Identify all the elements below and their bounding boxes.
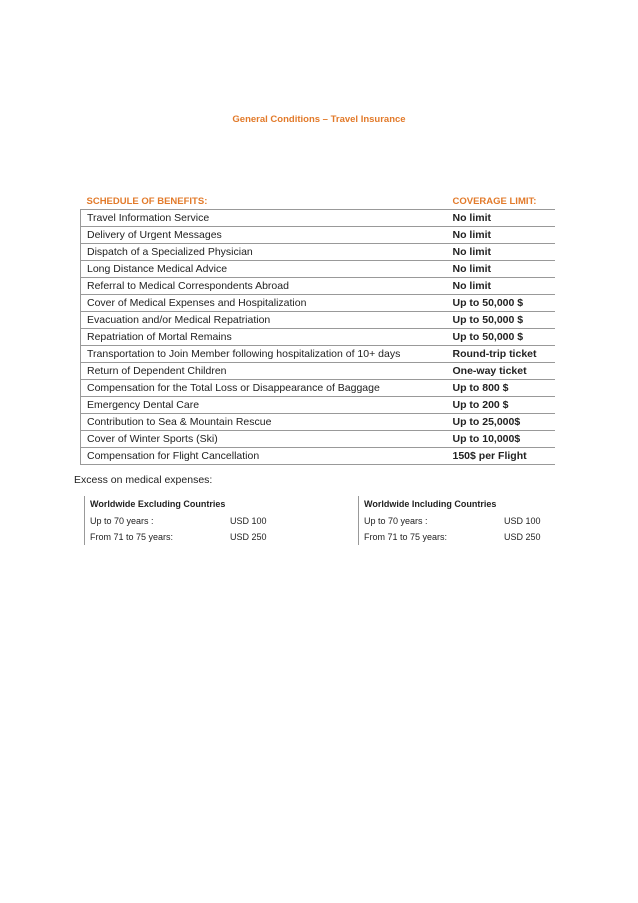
table-row — [81, 210, 556, 227]
limit-cell: Up to 25,000$ — [447, 414, 556, 431]
limit-cell: One-way ticket — [447, 363, 556, 380]
excess-row — [364, 529, 554, 545]
limit-cell: 150$ per Flight — [447, 448, 556, 465]
benefits-table — [80, 193, 555, 465]
benefit-cell: Compensation for Flight Cancellation — [81, 448, 447, 465]
limit-cell: Up to 200 $ — [447, 397, 556, 414]
limit-column-header: COVERAGE LIMIT: — [447, 193, 556, 210]
limit-cell: No limit — [447, 261, 556, 278]
benefit-cell: Compensation for the Total Loss or Disappearance of Baggage — [81, 380, 447, 397]
table-row — [81, 431, 556, 448]
benefit-column-header: SCHEDULE OF BENEFITS: — [81, 193, 447, 210]
table-row — [81, 363, 556, 380]
table-row — [81, 295, 556, 312]
limit-cell: No limit — [447, 278, 556, 295]
benefit-cell: Repatriation of Mortal Remains — [81, 329, 447, 346]
excess-row-value: USD 100 — [230, 516, 267, 526]
excess-row-label: Up to 70 years : — [364, 516, 428, 526]
table-row — [81, 448, 556, 465]
excess-row — [364, 513, 554, 529]
excess-block-title: Worldwide Excluding Countries — [90, 499, 226, 509]
table-row — [81, 414, 556, 431]
excess-row-value: USD 250 — [504, 532, 541, 542]
table-header-row — [81, 193, 556, 210]
limit-cell: No limit — [447, 210, 556, 227]
excess-block-title: Worldwide Including Countries — [364, 499, 497, 509]
limit-cell: Up to 800 $ — [447, 380, 556, 397]
table-row — [81, 329, 556, 346]
table-row — [81, 397, 556, 414]
excess-row — [90, 513, 280, 529]
table-row — [81, 346, 556, 363]
excess-row-label: Up to 70 years : — [90, 516, 154, 526]
benefit-cell: Dispatch of a Specialized Physician — [81, 244, 447, 261]
limit-cell: Round-trip ticket — [447, 346, 556, 363]
table-row — [81, 380, 556, 397]
page-title: General Conditions – Travel Insurance — [232, 114, 406, 125]
limit-cell: No limit — [447, 244, 556, 261]
excess-row-label: From 71 to 75 years: — [90, 532, 174, 542]
limit-cell: Up to 50,000 $ — [447, 295, 556, 312]
limit-cell: No limit — [447, 227, 556, 244]
benefit-cell: Travel Information Service — [81, 210, 447, 227]
benefit-cell: Contribution to Sea & Mountain Rescue — [81, 414, 447, 431]
benefit-cell: Transportation to Join Member following hospitalization of 10+ days — [81, 346, 447, 363]
table-row — [81, 312, 556, 329]
limit-cell: Up to 50,000 $ — [447, 329, 556, 346]
benefit-cell: Evacuation and/or Medical Repatriation — [81, 312, 447, 329]
excess-row-value: USD 100 — [504, 516, 541, 526]
benefit-cell: Return of Dependent Children — [81, 363, 447, 380]
table-row — [81, 244, 556, 261]
benefit-cell: Long Distance Medical Advice — [81, 261, 447, 278]
table-row — [81, 261, 556, 278]
benefit-cell: Referral to Medical Correspondents Abroad — [81, 278, 447, 295]
excess-heading: Excess on medical expenses: — [74, 474, 213, 486]
excess-row-label: From 71 to 75 years: — [364, 532, 448, 542]
excess-row-value: USD 250 — [230, 532, 267, 542]
table-row — [81, 278, 556, 295]
excess-block-excluding — [84, 496, 280, 545]
limit-cell: Up to 50,000 $ — [447, 312, 556, 329]
benefit-cell: Emergency Dental Care — [81, 397, 447, 414]
benefit-cell: Cover of Medical Expenses and Hospitalization — [81, 295, 447, 312]
benefit-cell: Cover of Winter Sports (Ski) — [81, 431, 447, 448]
limit-cell: Up to 10,000$ — [447, 431, 556, 448]
table-row — [81, 227, 556, 244]
benefit-cell: Delivery of Urgent Messages — [81, 227, 447, 244]
excess-block-including — [358, 496, 554, 545]
excess-row — [90, 529, 280, 545]
